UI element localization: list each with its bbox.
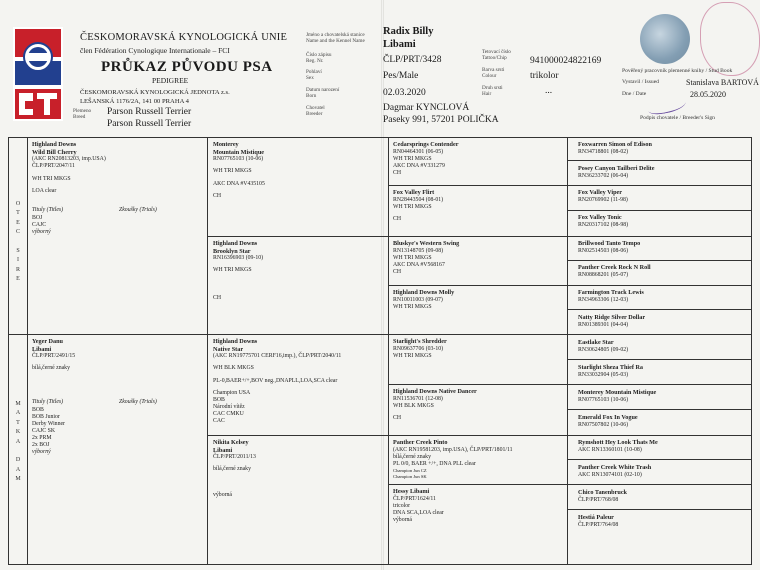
- gen4-cell-13: [578, 439, 748, 457]
- ancestor-name: Native Star: [213, 345, 244, 353]
- ancestor-line: ČLP/PRT/764/08: [578, 521, 619, 528]
- issued-by: Stanislava BARTOVÁ: [686, 78, 759, 87]
- ancestor-name: Fox Valley Tonic: [578, 214, 622, 221]
- ancestor-name: Highland Downs Native Dancer: [393, 388, 477, 395]
- org-name: ČESKOMORAVSKÁ KYNOLOGICKÁ UNIE: [80, 32, 288, 43]
- gen4-cell-12: [578, 414, 748, 432]
- ancestor-line: AKC RN13360101 (10-08): [578, 446, 642, 453]
- dam-line: bílá,černé znaky: [32, 365, 70, 372]
- ancestor-line: WH TRI MKGS: [393, 155, 432, 162]
- dam-name-1: Yeger Danu: [32, 338, 63, 345]
- sex-label: Pohlaví Sex: [306, 69, 322, 81]
- ancestor-name: Brillwood Tanto Tempo: [578, 240, 641, 247]
- ancestor-name: Eastlake Star: [578, 339, 614, 346]
- gen4-cell-7: [578, 289, 748, 307]
- dam-title: BOB Junior: [32, 413, 60, 420]
- breed-en: Parson Russell Terrier: [107, 119, 192, 129]
- ancestor-line: AKC DNA #V331279: [393, 162, 445, 169]
- ancestor-name: Rymshott Hey Look Thats Me: [578, 439, 658, 446]
- sire-title: CAJC: [32, 221, 47, 228]
- ancestor-name: Foxwarren Simon of Edison: [578, 141, 652, 148]
- sire-line: (AKC RN20813203, imp.USA): [32, 156, 106, 163]
- ancestor-name: Panther Creek Rock N Roll: [578, 264, 651, 271]
- issuer-name: ČESKOMORAVSKÁ KYNOLOGICKÁ JEDNOTA z.s.: [80, 89, 230, 96]
- ancestor-line: (AKC RN19775701 CERF16,imp.), ČLP/PRT/2040/11: [213, 353, 342, 360]
- date-label: Dne / Date: [622, 91, 647, 97]
- ancestor-line: BOB: [213, 396, 225, 403]
- ancestor-name: Brooklyn Star: [213, 247, 251, 255]
- hair-label: Druh srsti Hair: [482, 85, 503, 97]
- ancestor-name: Mountain Mistique: [213, 148, 265, 156]
- ancestor-name: Fox Valley Flirt: [393, 189, 435, 196]
- gen3-cell-4: [393, 289, 565, 332]
- ancestor-line: AKC DNA #V435105: [213, 180, 265, 187]
- breed-cz: Parson Russell Terrier: [107, 107, 192, 117]
- ancestor-name: Panther Creek Pinto: [393, 439, 448, 446]
- studbook-label: Pověřený pracovník plemenné knihy / Stud Book: [622, 68, 733, 74]
- dam-titles-label: Tituly (Titles): [32, 398, 64, 405]
- stamp-mark: [700, 2, 760, 76]
- fci-member-line: člen Fédération Cynologique Internationale – FCI: [80, 46, 230, 55]
- ancestor-line: tricolor: [393, 502, 411, 509]
- ancestor-line: RN01389301 (04-04): [578, 321, 629, 328]
- ancestor-line: RN09637706 (03-10): [393, 345, 444, 352]
- ancestor-line: RN34718801 (08-02): [578, 148, 629, 155]
- ancestor-name: Highland Downs Molly: [393, 289, 455, 296]
- dam-title: 2x PRM: [32, 435, 52, 441]
- gen2-cell-3: [213, 338, 385, 433]
- ancestor-line: CH: [393, 215, 402, 222]
- date-of-birth: 02.03.2020: [383, 88, 426, 98]
- ancestor-name: Bluskye's Western Swing: [393, 240, 460, 247]
- sire-title: výborný: [32, 229, 51, 235]
- ancestor-line: Champion Jun CZ: [393, 468, 427, 473]
- ancestor-name: Highland Downs: [213, 338, 258, 345]
- dam-side-label: M A T K A D A M: [15, 401, 21, 483]
- ancestor-line: RN04464301 (06-05): [393, 148, 444, 155]
- dam-title: výborný: [32, 449, 51, 456]
- ancestor-line: RN02514503 (08-06): [578, 247, 629, 254]
- gen4-cell-10: [578, 364, 748, 382]
- gen4-cell-1: [578, 141, 748, 159]
- ancestor-line: WH TRI MKGS: [213, 267, 252, 274]
- ancestor-line: bílá,černé znaky: [213, 466, 251, 473]
- ancestor-name: Hessy Libami: [393, 488, 430, 495]
- breed-label: Plemeno Breed: [73, 108, 92, 120]
- ancestor-line: WH BLK MKGS: [213, 365, 254, 372]
- ancestor-name: Natty Ridge Silver Dollar: [578, 314, 646, 321]
- gen4-cell-3: [578, 189, 748, 207]
- ancestor-name: Starlight's Shredder: [393, 338, 447, 345]
- ancestor-name: Starlight Sheza Thief Ra: [578, 364, 644, 371]
- sire-name-2: Wild Bill Cherry: [32, 148, 77, 156]
- gen3-cell-1: [393, 141, 565, 184]
- ancestor-line: (AKC RN19581203, imp.USA), ČLP/PRT/1801/11: [393, 446, 513, 453]
- gen3-cell-6: [393, 388, 565, 433]
- ancestor-line: RN07765103 (10-06): [213, 156, 264, 163]
- gen4-cell-16: [578, 514, 748, 532]
- chip-number: 941000024822169: [530, 56, 602, 66]
- ancestor-line: ČLP/PRT/2011/13: [213, 454, 256, 461]
- ancestor-name: Posey Canyon Tailberi Delite: [578, 165, 655, 172]
- sex: Pes/Male: [383, 71, 419, 81]
- dog-kennel: Libami: [383, 39, 416, 50]
- ancestor-line: Národní vítěz: [213, 403, 245, 410]
- ancestor-name: Hestiá Paleur: [578, 514, 614, 521]
- ancestor-name: Chico Tanenbruck: [578, 489, 628, 496]
- ancestor-line: PL 0/0, BAER +/+, DNA PLL clear: [393, 460, 476, 467]
- ancestor-line: CH: [393, 414, 402, 421]
- gen4-cell-9: [578, 339, 748, 357]
- ancestor-line: RN16396903 (09-10): [213, 255, 264, 262]
- ancestor-line: RN07765103 (10-06): [578, 396, 629, 403]
- breeder-sign-label: Podpis chovatele / Breeder's Sign: [640, 115, 715, 121]
- ancestor-line: RN36233702 (06-04): [578, 172, 629, 179]
- sire-line: LOA clear: [32, 187, 57, 194]
- ancestor-name: Cedarsprings Contender: [393, 141, 459, 148]
- breeder-signature: [647, 97, 687, 116]
- issue-date: 28.05.2020: [690, 90, 726, 99]
- document-subtitle: PEDIGREE: [152, 76, 189, 85]
- chip-label: Tetovací číslo Tattoo/Chip: [482, 49, 511, 61]
- cmku-fci-logo: [13, 27, 63, 121]
- ancestor-line: CH: [393, 170, 402, 176]
- ancestor-line: CH: [393, 269, 402, 275]
- document-title: PRŮKAZ PŮVODU PSA: [101, 59, 273, 75]
- ancestor-line: WH BLK MKGS: [393, 402, 434, 409]
- colour-label: Barva srsti Colour: [482, 67, 505, 79]
- gen4-cell-5: [578, 240, 748, 258]
- ancestor-name: Nikita Kelsey: [213, 439, 249, 446]
- ancestor-line: RN08868201 (05-07): [578, 271, 629, 278]
- dog-name-label: Jméno a chovatelská stanice Name and the Kennel Name: [306, 32, 365, 44]
- sire-line: ČLP/PRT/2047/11: [32, 163, 75, 170]
- ancestor-line: RN07507802 (10-06): [578, 421, 629, 428]
- gen3-cell-2: [393, 189, 565, 234]
- breeder-label: Chovatel Breeder: [306, 105, 325, 117]
- hair: ...: [545, 86, 553, 96]
- breeder-address: Paseky 991, 57201 POLIČKA: [383, 115, 499, 125]
- sire-titles-label: Tituly (Titles): [32, 206, 64, 213]
- gen3-cell-3: [393, 240, 565, 284]
- ancestor-line: WH TRI MKGS: [393, 352, 432, 359]
- sire-cell: [32, 141, 204, 331]
- gen3-cell-8: [393, 488, 565, 562]
- gen2-cell-1: [213, 141, 385, 234]
- gen4-cell-2: [578, 165, 748, 183]
- breeder-name: Dagmar KYNCLOVÁ: [383, 103, 470, 113]
- sire-title: BOJ: [32, 214, 43, 221]
- gen4-cell-8: [578, 314, 748, 332]
- ancestor-name: Libami: [213, 446, 233, 454]
- ancestor-line: PL-0,BAER+/+,BOV neg.,DNAPLL,LOA,SCA clear: [213, 377, 338, 384]
- dam-title: 2x BOJ: [32, 442, 50, 449]
- dam-title: CAJC SK: [32, 427, 56, 434]
- hologram-seal: [640, 14, 690, 64]
- dam-title: Derby Winner: [32, 420, 65, 427]
- ancestor-line: CAC CMKU: [213, 411, 244, 417]
- ancestor-name: Fox Valley Viper: [578, 189, 622, 196]
- gen4-cell-14: [578, 464, 748, 482]
- ancestor-name: Highland Downs: [213, 240, 258, 247]
- ancestor-line: bílá,černé znaky: [393, 453, 431, 460]
- reg-label: Číslo zápisu Reg. Nr.: [306, 52, 332, 64]
- gen4-cell-4: [578, 214, 748, 232]
- ancestor-line: Champion USA: [213, 389, 251, 396]
- ancestor-line: RN28443504 (08-01): [393, 196, 444, 203]
- ancestor-line: Champion Jun SK: [393, 473, 427, 479]
- dam-trials-label: Zkoušky (Trials): [119, 398, 157, 405]
- issuer-address: LEŠANSKÁ 1176/2A, 141 00 PRAHA 4: [80, 98, 189, 105]
- sire-trials-label: Zkoušky (Trials): [119, 206, 157, 213]
- sire-line: WH TRI MKGS: [32, 175, 71, 182]
- dog-name: Radix Billy: [383, 26, 434, 37]
- ancestor-line: WH TRI MKGS: [393, 203, 432, 210]
- ancestor-line: AKC DNA #V568167: [393, 261, 445, 268]
- dam-title: BOB: [32, 406, 44, 413]
- gen4-cell-11: [578, 389, 748, 407]
- gen4-cell-6: [578, 264, 748, 282]
- ancestor-name: Monterey Mountain Mistique: [578, 389, 657, 396]
- ancestor-line: WH TRI MKGS: [393, 254, 432, 261]
- ancestor-line: AKC RN13074101 (02-10): [578, 471, 642, 478]
- gen2-cell-2: [213, 240, 385, 332]
- dam-cell: [32, 338, 204, 562]
- ancestor-line: RN20769902 (11-98): [578, 196, 628, 203]
- dam-line: ČLP/PRT/2491/15: [32, 353, 76, 360]
- ancestor-line: WH TRI MKGS: [213, 168, 252, 175]
- ancestor-name: Emerald Fox In Vogue: [578, 414, 638, 421]
- ancestor-line: CAC: [213, 418, 225, 425]
- dob-label: Datum narození Born: [306, 87, 340, 99]
- pedigree-table: [8, 137, 752, 565]
- issued-label: Vystavil / Issued: [622, 79, 659, 85]
- gen3-cell-7: [393, 439, 565, 483]
- ancestor-line: RN11536701 (12-08): [393, 395, 443, 402]
- ancestor-line: DNA SCA,LOA clear: [393, 509, 444, 516]
- ancestor-line: RN33032904 (05-03): [578, 371, 629, 378]
- ancestor-name: Farmington Track Lewis: [578, 289, 644, 296]
- ancestor-line: RN10011003 (09-07): [393, 296, 443, 303]
- ancestor-line: RN20317102 (08-98): [578, 221, 629, 228]
- ancestor-line: ČLP/PRT/1624/11: [393, 495, 436, 502]
- ancestor-line: WH TRI MKGS: [393, 303, 432, 310]
- gen2-cell-4: [213, 439, 385, 561]
- ancestor-line: RN30624805 (09-02): [578, 346, 629, 353]
- ancestor-line: RN13148705 (09-08): [393, 247, 444, 254]
- colour: trikolor: [530, 71, 559, 81]
- ancestor-line: RN34963306 (12-03): [578, 296, 629, 303]
- ancestor-line: ČLP/PRT/768/08: [578, 496, 619, 503]
- reg-number: ČLP/PRT/3428: [383, 55, 442, 65]
- dam-name-2: Libami: [32, 345, 52, 353]
- ancestor-line: CH: [213, 192, 222, 199]
- sire-name-1: Highland Downs: [32, 141, 77, 148]
- sire-side-label: O T E C S I R E: [15, 201, 21, 283]
- ancestor-line: výborná: [393, 517, 412, 523]
- ancestor-line: CH: [213, 294, 222, 301]
- ancestor-line: výborná: [213, 491, 232, 498]
- ancestor-name: Panther Creek White Trash: [578, 464, 652, 471]
- gen3-cell-5: [393, 338, 565, 383]
- ancestor-name: Monterey: [213, 141, 239, 148]
- gen4-cell-15: [578, 489, 748, 507]
